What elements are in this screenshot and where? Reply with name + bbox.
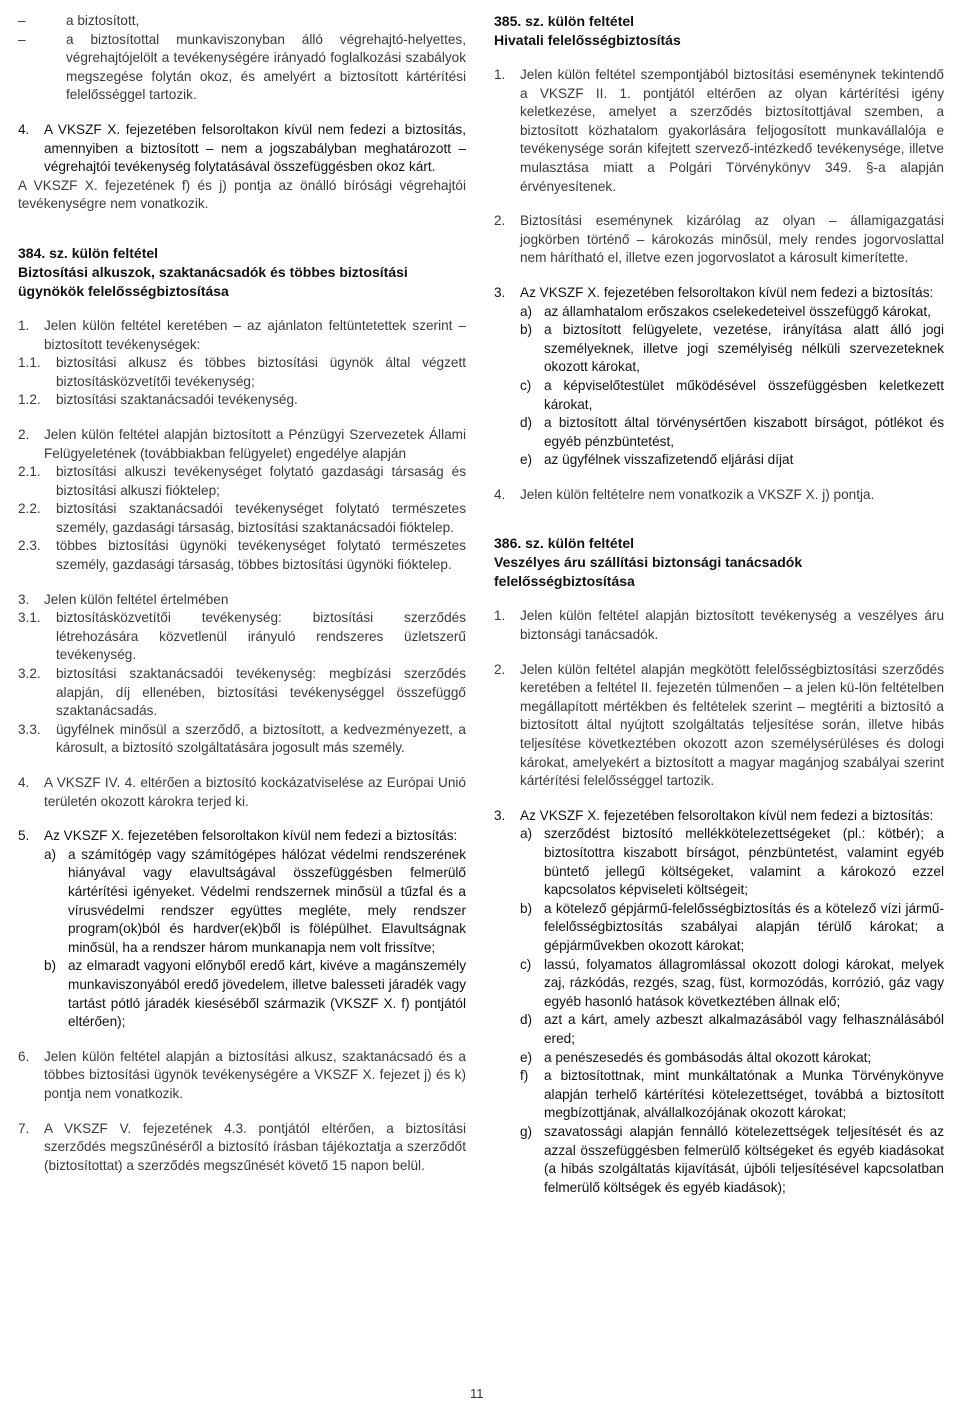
list-item: [494, 1123, 944, 1197]
paragraph: Jelen külön feltétel alapján biztosított tevékenység a veszélyes áru biztonsági tanácsadók.: [520, 608, 944, 643]
paragraph: többes biztosítási ügynöki tevékenységet folytató természetes személy, gazdasági társaság, többes biztosítási ügynöki fióktelep.: [56, 538, 466, 573]
paragraph: azt a kárt, amely azbeszt alkalmazásából vagy felhasználásából ered;: [544, 1012, 944, 1046]
list-item: [18, 31, 466, 105]
list-item: [494, 956, 944, 1012]
list-item: [494, 303, 944, 322]
paragraph: a biztosított által törvénysértően kiszabott bírságot, pótlékot és egyéb pénzbüntetést,: [544, 415, 944, 449]
list-item: [494, 807, 944, 826]
paragraph: biztosítási szaktanácsadói tevékenységet folytató természetes személy, gazdasági társaság, biztosítási szaktanácsadói fióktelep.: [56, 501, 466, 535]
list-item: [494, 414, 944, 451]
item-letter: b): [44, 958, 57, 974]
paragraph: az államhatalom erőszakos cselekedeteivel összefüggő károkat,: [544, 303, 931, 319]
list-item: [18, 609, 466, 665]
item-number: 2.: [18, 426, 30, 442]
list-item: [18, 317, 466, 354]
paragraph: a biztosítottnak, mint munkáltatónak a Munka Törvénykönyve alapján terhelő kártérítési kötelezettséget, továbbá a biztosított megbízottjának, alvállalkozójának okozott károkat;: [544, 1068, 944, 1121]
list-item: [494, 900, 944, 956]
list-item: [18, 591, 466, 610]
list-item: [494, 212, 944, 268]
paragraph: biztosítási szaktanácsadói tevékenység: megbízási szerződés alapján, díj ellenében, biztosítási tevékenységgel összefüggő szaktanácsadás.: [56, 666, 466, 719]
list-item: [494, 377, 944, 414]
list-item: [18, 391, 466, 410]
paragraph: Jelen külön feltétel értelmében: [44, 591, 229, 607]
paragraph: a képviselőtestület működésével összefüggésben keletkezett károkat,: [544, 377, 944, 412]
list-item: [18, 721, 466, 758]
paragraph: a biztosított,: [66, 13, 140, 28]
item-letter: a): [520, 303, 533, 319]
item-letter: g): [520, 1123, 533, 1139]
paragraph: Az VKSZF X. fejezetében felsoroltakon kívül nem fedezi a biztosítás:: [44, 828, 458, 844]
section-title: Hivatali felelősségbiztosítás: [494, 32, 681, 48]
dash-marker: –: [18, 31, 26, 47]
list-item: [18, 121, 466, 177]
item-number: 3.: [494, 807, 506, 823]
paragraph: a biztosított felügyelete, vezetése, irányítása alatt álló jogi személyeknek, illetve jogi személyiség nélküli szervezeteknek okozott károkat,: [544, 322, 944, 375]
right-column: [494, 12, 944, 1197]
paragraph: szavatossági alapján fennálló kötelezettségek teljesítését és az azzal összefüggésben felmerülő költségeket és egyéb kiadásokat (a hibás szolgáltatás kijavítását, újbóli teljesítésével kapcsolatban felmerülő költségek és egyéb kiadások);: [544, 1123, 944, 1195]
list-item: [494, 451, 944, 470]
item-number: 1.1.: [18, 355, 41, 371]
list-item: [18, 354, 466, 391]
list-item: [18, 846, 466, 958]
item-number: 4.: [494, 486, 506, 502]
item-letter: f): [520, 1068, 529, 1084]
paragraph: ügyfélnek minősül a szerződő, a biztosított, a kedvezményezett, a károsult, a biztosító szolgáltatására jogosult más személy.: [56, 721, 466, 756]
item-number: 1.: [18, 317, 30, 333]
item-number: 2.2.: [18, 501, 41, 517]
page-number: 11: [470, 1386, 484, 1401]
item-number: 6.: [18, 1048, 30, 1064]
list-item: [18, 827, 466, 846]
list-item: [494, 321, 944, 377]
paragraph: biztosításközvetítői tevékenység: biztosítási szerződés létrehozására közvetlenül irányuló rendszeres üzletszerű tevékenység.: [56, 610, 466, 663]
item-number: 4.: [18, 121, 30, 137]
item-number: 1.: [494, 608, 506, 624]
paragraph: az ügyfélnek visszafizetendő eljárási díjat: [544, 452, 794, 468]
list-item: [494, 284, 944, 303]
item-number: 3.2.: [18, 666, 41, 682]
dash-marker: –: [18, 13, 26, 28]
paragraph: Jelen külön feltétel alapján biztosított a Pénzügyi Szervezetek Állami Felügyeletének (továbbiakban felügyelet) engedélye alapján: [44, 426, 466, 461]
paragraph: Jelen külön feltétel szempontjából biztosítási eseménynek tekintendő a VKSZF II. 1. pontjától eltérően az olyan kártérítési igény keletkezése, amelyet a szerződés biztosítottjával szemben, a biztosított közhatalom gyakorlására feljogosított munkavállalója e tevékenysége során kifejtett szervező-intézkedő tevékenysége, illetve mulasztása miatt a Polgári Törvénykönyv 349. §-a alapján érvényesítenek.: [520, 67, 944, 194]
paragraph: A VKSZF X. fejezetének f) és j) pontja az önálló bírósági végrehajtói tevékenységre nem vonatkozik.: [18, 177, 466, 212]
section-title: Veszélyes áru szállítási biztonsági tanácsadók felelősségbiztosítása: [494, 554, 803, 590]
left-column: [18, 12, 466, 1175]
list-item: [494, 825, 944, 899]
paragraph: Jelen külön feltétel alapján a biztosítási alkusz, szaktanácsadó és a többes biztosítási ügynök tevékenységére a VKSZF X. fejezet j) és k) pontja nem vonatkozik.: [44, 1048, 466, 1101]
item-number: 5.: [18, 828, 30, 844]
item-letter: c): [520, 377, 532, 393]
list-item: [494, 1011, 944, 1048]
list-item: [494, 607, 944, 644]
paragraph: A VKSZF X. fejezetében felsoroltakon kívül nem fedezi a biztosítás, amennyiben a biztosított – nem a jogszabályban meghatározott – végrehajtói tevékenység folytatásával összefüggésben okoz kárt.: [44, 121, 466, 175]
list-item: [18, 537, 466, 574]
item-number: 3.3.: [18, 721, 41, 737]
item-letter: b): [520, 900, 533, 916]
list-item: [18, 665, 466, 721]
paragraph: lassú, folyamatos állagromlással okozott dologi károkat, melyek zaj, rázkódás, rezgés, szag, füst, kormozódás, korrózió, gáz vagy egyéb hasonló hatások következtében állnak elő;: [544, 956, 944, 1009]
item-number: 3.1.: [18, 610, 41, 626]
section-title: Biztosítási alkuszok, szaktanácsadók és többes biztosítási ügynökök felelősségbiztosítása: [18, 263, 408, 299]
paragraph: a számítógép vagy számítógépes hálózat védelmi rendszerének hiányával vagy elavultságával összefüggésben felmerülő kártérítési igényeket. Védelmi rendszernek minősül a tűzfal és a vírusvédelmi rendszer együttes megléte, mely rendszer program(ok)ból és hardver(ek)ből is fölépülhet. Elavultságnak minősül, ha a rendszer három munkanapja nem volt frissítve;: [68, 846, 466, 955]
item-number: 3.: [18, 591, 30, 607]
list-item: [18, 1048, 466, 1104]
paragraph: biztosítási szaktanácsadói tevékenység.: [56, 392, 298, 408]
item-letter: b): [520, 322, 533, 338]
item-letter: c): [520, 956, 532, 972]
list-item: [18, 463, 466, 500]
list-item: [18, 500, 466, 537]
paragraph: A VKSZF V. fejezetének 4.3. pontjától eltérően, a biztosítási szerződés megszűnéséről a biztosító írásban tájékoztatja a szerződőt (biztosítottat) a szerződés megszűnését követő 15 napon belül.: [44, 1120, 466, 1173]
list-item: [494, 1049, 944, 1068]
list-item: [18, 774, 466, 811]
paragraph: szerződést biztosító mellékkötelezettségeket (pl.: kötbér); a biztosítottra kiszabott bírságot, pénzbüntetést, valamint egyéb büntető jellegű költségeket, valamint a károkozó ezzel kapcsolatos képviseleti költségeit;: [544, 826, 944, 898]
list-item: [494, 661, 944, 791]
list-item: [18, 1120, 466, 1176]
list-item: [18, 12, 466, 31]
section-number-heading: 386. sz. külön feltétel: [494, 535, 635, 552]
paragraph: a biztosítottal munkaviszonyban álló végrehajtó-helyettes, végrehajtójelölt a tevékenységére irányadó foglalkozási szabályok megszegése folytán okoz, és amelyért a biztosított kártérítési felelősséggel tartozik.: [66, 31, 466, 103]
paragraph: Biztosítási eseménynek kizárólag az olyan – államigazgatási jogkörben történő – károkozás minősül, mely rendes jogorvoslattal nem hárítható el, illetve ezen jogorvoslatot a károsult kimerítette.: [520, 213, 944, 266]
paragraph: a kötelező gépjármű-felelősségbiztosítás és a kötelező vízi jármű-felelősségbiztosítás szabályai alapján térülő károkat; a gépjárművekben okozott károkat;: [544, 900, 944, 953]
item-number: 3.: [494, 284, 506, 300]
item-number: 1.2.: [18, 392, 41, 408]
item-letter: a): [520, 826, 533, 842]
paragraph: Jelen külön feltételre nem vonatkozik a VKSZF X. j) pontja.: [520, 486, 875, 502]
item-number: 2.3.: [18, 538, 41, 554]
list-item: [494, 1067, 944, 1123]
paragraph: biztosítási alkusz és többes biztosítási ügynök által végzett biztosításközvetítői tevékenység;: [56, 355, 466, 389]
section-number-heading: 385. sz. külön feltétel: [494, 13, 635, 29]
item-number: 2.: [494, 661, 506, 677]
item-letter: d): [520, 415, 533, 431]
item-number: 4.: [18, 775, 30, 790]
list-item: [494, 66, 944, 196]
item-number: 1.: [494, 67, 506, 82]
item-number: 7.: [18, 1120, 30, 1136]
list-item: [494, 486, 944, 505]
item-letter: a): [44, 846, 57, 862]
list-item: [18, 426, 466, 463]
item-number: 2.: [494, 213, 506, 229]
section-number-heading: 384. sz. külön feltétel: [18, 244, 159, 261]
paragraph: biztosítási alkuszi tevékenységet folytató gazdasági társaság és biztosítási alkuszi fióktelep;: [56, 464, 466, 498]
list-item: [18, 957, 466, 1031]
item-number: 2.1.: [18, 464, 41, 480]
paragraph: A VKSZF IV. 4. eltérően a biztosító kockázatviselése az Európai Unió területén okozott károkra terjed ki.: [44, 775, 466, 809]
item-letter: e): [520, 452, 533, 468]
paragraph: Jelen külön feltétel keretében – az ajánlaton feltüntetettek szerint – biztosított tevékenységek:: [44, 317, 466, 352]
paragraph: a penészesedés és gombásodás által okozott károkat;: [544, 1049, 872, 1065]
item-letter: d): [520, 1012, 533, 1028]
paragraph: Az VKSZF X. fejezetében felsoroltakon kívül nem fedezi a biztosítás:: [520, 284, 934, 300]
paragraph: Az VKSZF X. fejezetében felsoroltakon kívül nem fedezi a biztosítás:: [520, 807, 934, 823]
item-letter: e): [520, 1049, 533, 1065]
paragraph: Jelen külön feltétel alapján megkötött felelősségbiztosítási szerződés keretében a feltétel II. fejezetén túlmenően – a jelen kü-lön feltételben megállapított mértékben és feltételek szerint – megtériti a biztosító a biztosított által nyújtott szolgáltatás teljesítése során, illetve hibás teljesítése következtében okozott azon személysérüléses és dologi károkat, amelyekért a biztosított a magyar magánjog szabályai szerint kártérítési felelősséggel tartozik.: [520, 661, 944, 789]
paragraph: az elmaradt vagyoni előnyből eredő kárt, kivéve a magánszemély munkaviszonyából eredő jövedelem, illetve balesseti járadék vagy tartást pótló járadék kieséséből származik (VKSZF X. f) pontjától eltérően);: [68, 958, 466, 1030]
